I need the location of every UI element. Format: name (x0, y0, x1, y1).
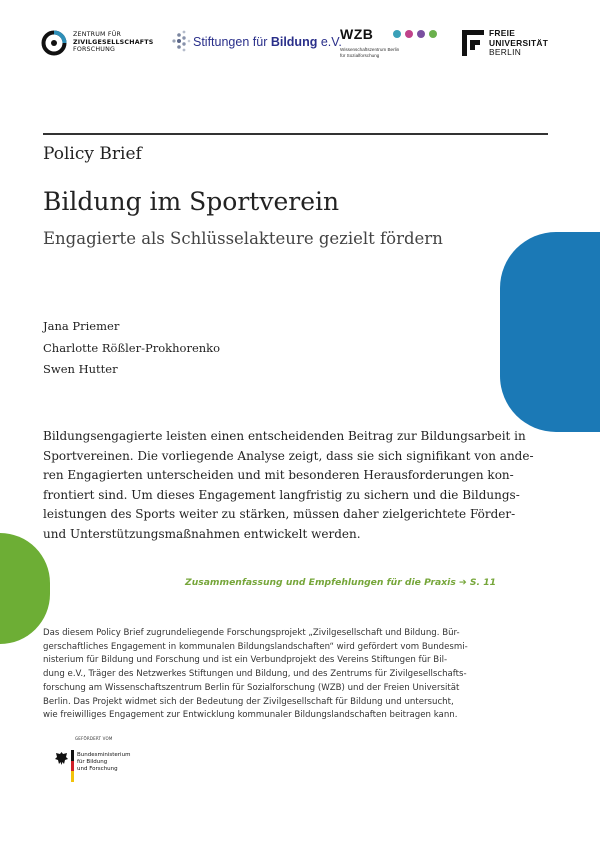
fu-line-1: FREIE (489, 28, 516, 38)
eagle-icon (55, 751, 68, 766)
abstract-line: leistungen des Sports weiter zu stärken, müssen daher zielgerichtete Förder- (43, 507, 516, 522)
ministry-line: und Forschung (77, 766, 118, 772)
header-rule (43, 133, 548, 135)
abstract-line: und Unterstützungsmaßnahmen entwickelt werden. (43, 526, 361, 541)
zfz-line-1: ZENTRUM FÜR (73, 31, 122, 38)
wzb-sub-line-1: Wissenschaftszentrum Berlin (340, 47, 400, 52)
abstract-line: ren Engagierten unterscheiden und mit besonderen Herausforderungen kon- (43, 468, 514, 483)
stiftungen-dots-icon (171, 29, 193, 55)
project-line: Berlin. Das Projekt widmet sich der Bedeutung der Zivilgesellschaft für Bildung und untersucht, (43, 696, 454, 707)
page-title: Bildung im Sportverein (43, 187, 340, 216)
abstract-line: Sportvereinen. Die vorliegende Analyse zeigt, dass sie sich signifikant von ande- (43, 448, 534, 463)
author-name: Jana Priemer (43, 319, 120, 333)
author-list (43, 316, 220, 381)
wzb-dot (405, 30, 413, 38)
wzb-logo (340, 26, 440, 60)
wzb-sub-line-2: für Sozialforschung (340, 52, 380, 58)
author-name: Charlotte Rößler-Prokhorenko (43, 340, 221, 355)
project-line: dung e.V., Träger des Netzwerkes Stiftungen und Bildung, und des Zentrums für Zivilgesellschafts- (43, 669, 467, 680)
ministry-line: Bundesministerium (77, 752, 131, 758)
fu-line-2: UNIVERSITÄT (489, 37, 549, 48)
bmbf-funder-logo (55, 736, 175, 796)
project-line: nisterium für Bildung und Forschung und ist ein Verbundprojekt des Vereins Stiftungen für Bil- (43, 655, 448, 666)
funder-label: GEFÖRDERT VOM (75, 736, 113, 741)
abstract-line: frontiert sind. Um dieses Engagement langfristig zu sichern und die Bildungs- (43, 487, 520, 502)
project-description (43, 627, 555, 723)
stiftungen-part-2: Bildung (270, 35, 318, 49)
project-line: gerschaftliches Engagement in kommunalen Bildungslandschaften“ wird gefördert vom Bundesmi- (43, 641, 468, 652)
praxis-link[interactable]: Zusammenfassung und Empfehlungen für die Praxis ➔ S. 11 (185, 577, 496, 588)
abstract-line: Bildungsengagierte leisten einen entscheidenden Beitrag zur Bildungsarbeit in (43, 429, 526, 443)
stiftungen-part-3: e.V. (317, 35, 342, 49)
author-name: Swen Hutter (43, 362, 118, 376)
zfz-line-2: ZIVILGESELLSCHAFTS (73, 38, 154, 46)
ministry-line: für Bildung (77, 759, 108, 765)
page-subtitle: Engagierte als Schlüsselakteure gezielt fördern (43, 229, 443, 248)
wzb-title: WZB (340, 26, 374, 42)
fu-line-3: BERLIN (489, 47, 522, 58)
wzb-dot (393, 30, 401, 38)
zfz-logo (41, 26, 171, 60)
blue-accent-shape (500, 232, 600, 432)
project-line: Das diesem Policy Brief zugrundeliegende Forschungsprojekt „Zivilgesellschaft und Bildung. Bür- (43, 628, 460, 638)
fu-mark-icon (462, 30, 484, 56)
fu-berlin-logo (462, 26, 562, 60)
project-line: wie freiwilliges Engagement zur Entwicklung kommunaler Bildungslandschaften beitragen kann. (43, 710, 458, 721)
stiftungen-logo (171, 26, 342, 60)
wzb-dot (429, 30, 437, 38)
zfz-ring-icon (41, 30, 67, 56)
document-type: Policy Brief (43, 144, 142, 164)
wzb-dot (417, 30, 425, 38)
zfz-line-3: FORSCHUNG (73, 46, 116, 54)
stiftungen-part-1: Stiftungen für (193, 35, 271, 49)
abstract (43, 427, 551, 545)
german-flag-icon (71, 750, 74, 782)
project-line: forschung am Wissenschaftszentrum Berlin für Sozialforschung (WZB) und der Freien Universität (43, 682, 460, 693)
wzb-dots-icon (393, 30, 438, 40)
